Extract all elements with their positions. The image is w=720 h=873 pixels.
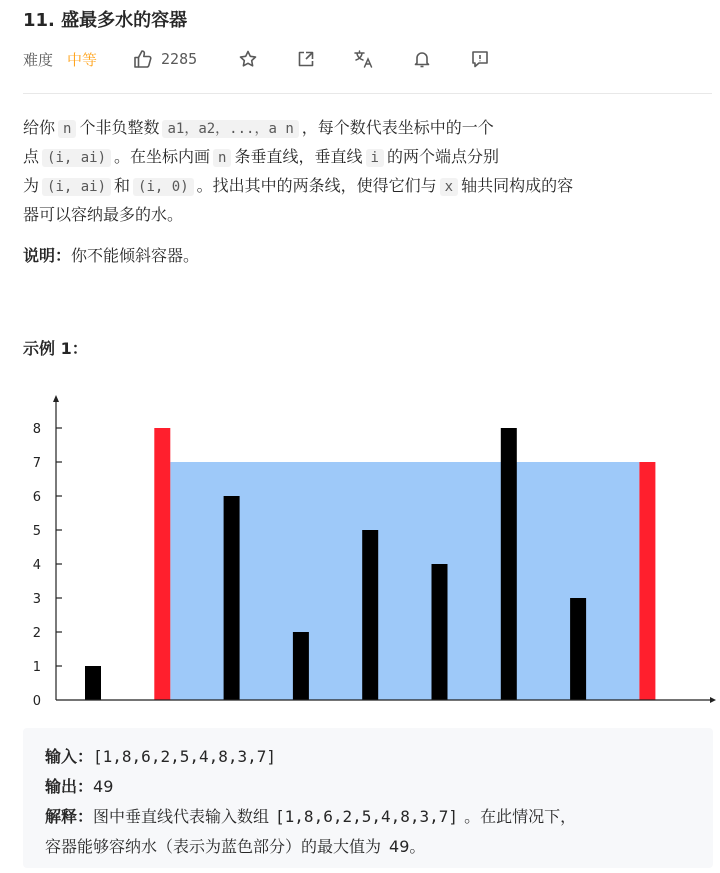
bar (85, 666, 101, 700)
bar-highlight (639, 462, 655, 700)
inline-code: (i, ai) (42, 149, 111, 167)
share-button[interactable] (295, 48, 317, 70)
explain-label: 解释： (45, 807, 94, 826)
header-divider (23, 93, 712, 94)
bar (362, 530, 378, 700)
bar-highlight (154, 428, 170, 700)
example-explain-row: 解释：图中垂直线代表输入数组 [1,8,6,2,5,4,8,3,7] 。在此情况下， (45, 807, 577, 826)
description-line-1: 给你 n 个非负整数 a1，a2，...，a n ，每个数代表坐标中的一个 (23, 118, 494, 137)
y-tick-label: 8 (32, 422, 41, 437)
note-label: 说明： (23, 246, 72, 265)
feedback-button[interactable] (469, 48, 491, 70)
inline-code: n (213, 149, 231, 167)
example-title: 示例 1： (23, 339, 88, 358)
inline-code: i (366, 149, 384, 167)
x-axis-arrow (710, 697, 716, 703)
y-tick-label: 4 (32, 558, 41, 573)
star-icon (238, 49, 258, 69)
output-label: 输出： (45, 777, 94, 796)
thumbs-up-icon (133, 49, 153, 69)
example-explain-row-2: 容器能够容纳水（表示为蓝色部分）的最大值为 49。 (45, 837, 426, 856)
bell-icon (412, 49, 432, 69)
water-area (170, 462, 639, 700)
description-line-4: 器可以容纳最多的水。 (23, 205, 184, 224)
difficulty-badge: 中等 (67, 50, 98, 69)
problem-description (23, 114, 713, 229)
inline-code: (i, 0) (133, 178, 194, 196)
note-text: 你不能倾斜容器。 (71, 246, 200, 265)
difficulty-label: 难度 (23, 50, 54, 69)
y-tick-label: 1 (32, 660, 41, 675)
note (23, 243, 199, 266)
y-tick-label: 5 (32, 524, 41, 539)
y-tick-label: 0 (32, 694, 41, 709)
inline-code: x (440, 178, 458, 196)
y-tick-label: 7 (32, 456, 41, 471)
inline-code: (i, ai) (42, 178, 111, 196)
translate-icon (353, 49, 375, 69)
output-value: 49 (93, 777, 114, 796)
example-box (23, 728, 713, 868)
explain-array: [1,8,6,2,5,4,8,3,7] (275, 807, 459, 826)
example-output-row (45, 772, 713, 802)
bar (570, 598, 586, 700)
description-line-2: 点 (i, ai) 。在坐标内画 n 条垂直线，垂直线 i 的两个端点分别 (23, 147, 499, 166)
bar (293, 632, 309, 700)
inline-code: a1，a2，...，a n (162, 120, 298, 138)
input-label: 输入： (45, 747, 94, 766)
translate-button[interactable] (353, 48, 375, 70)
container-chart (0, 380, 720, 715)
star-button[interactable] (237, 48, 259, 70)
inline-code: n (58, 120, 76, 138)
example-input-row (45, 742, 713, 772)
problem-title: 11. 盛最多水的容器 (23, 10, 188, 31)
input-value: [1,8,6,2,5,4,8,3,7] (93, 747, 277, 766)
problem-meta-bar (23, 46, 491, 72)
bar (501, 428, 517, 700)
like-count: 2285 (161, 50, 198, 68)
notify-button[interactable] (411, 48, 433, 70)
bar (432, 564, 448, 700)
share-icon (296, 49, 316, 69)
like-button[interactable] (133, 49, 197, 69)
y-tick-label: 6 (32, 490, 41, 505)
explain-value: 49 (389, 837, 410, 856)
bar (224, 496, 240, 700)
feedback-icon (470, 49, 490, 69)
y-axis-arrow (53, 395, 59, 402)
y-tick-label: 2 (32, 626, 41, 641)
y-tick-label: 3 (32, 592, 41, 607)
description-line-3: 为 (i, ai) 和 (i, 0) 。找出其中的两条线，使得它们与 x 轴共同构成的容 (23, 176, 574, 195)
